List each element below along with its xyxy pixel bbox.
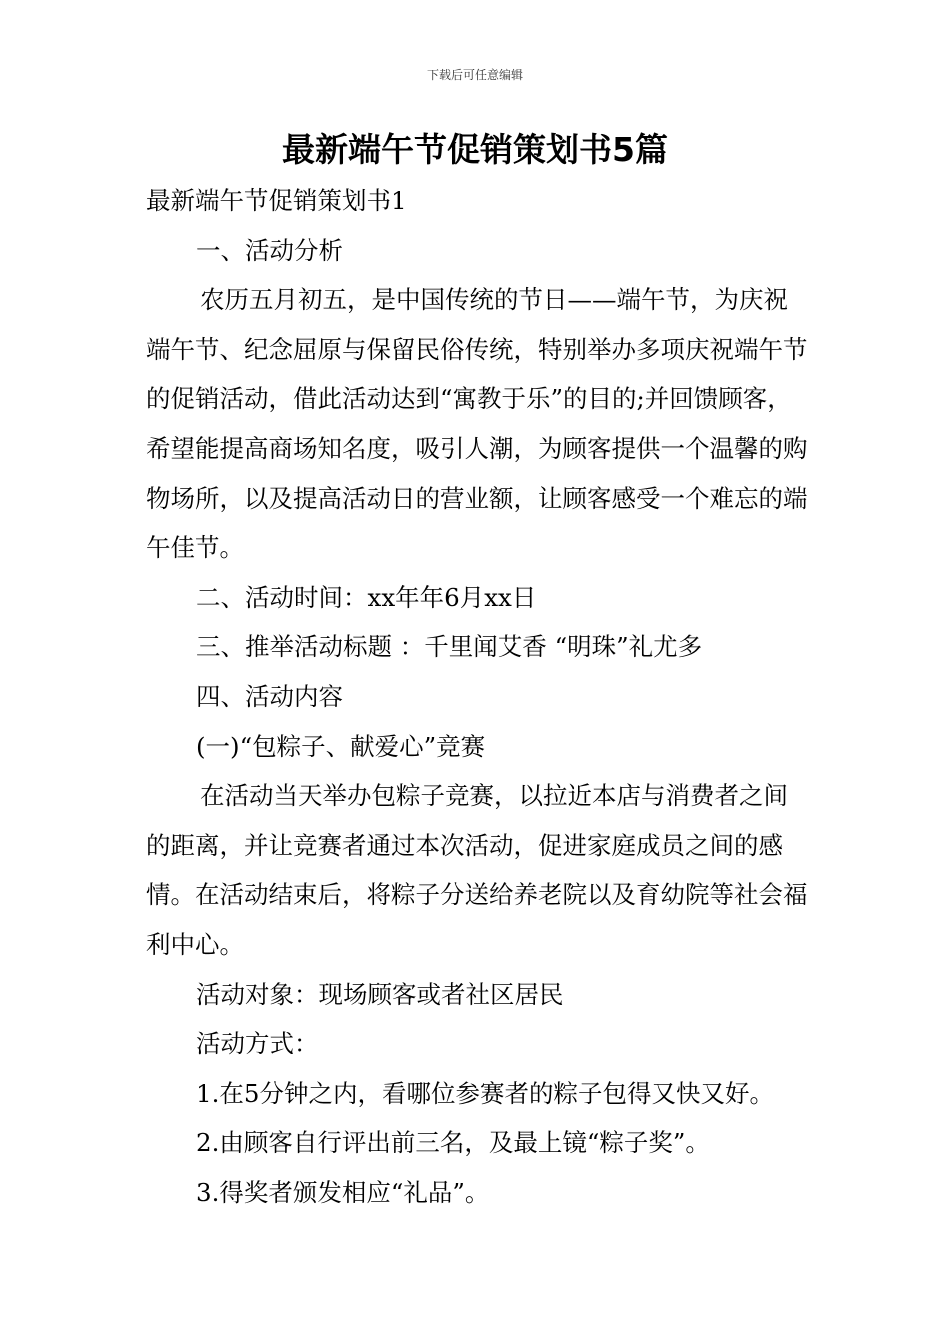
paragraph: 活动方式： — [196, 1029, 319, 1059]
list-item: 3.得奖者颁发相应“礼品”。 — [196, 1177, 490, 1207]
document-body — [146, 176, 810, 1217]
list-item: 1.在5分钟之内，看哪位参赛者的粽子包得又快又好。 — [196, 1078, 774, 1108]
header-note: 下载后可任意编辑 — [426, 68, 523, 82]
paragraph: 二、活动时间：xx年年6月xx日 — [196, 582, 537, 612]
document-title: 最新端午节促销策划书5篇 — [282, 130, 668, 169]
paragraph: 一、活动分析 — [196, 235, 343, 265]
paragraph: 在活动当天举办包粽子竞赛，以拉近本店与消费者之间的距离，并让竞赛者通过本次活动，促进家庭成员之间的感情。在活动结束后，将粽子分送给养老院以及育幼院等社会福利中心。 — [146, 781, 808, 959]
paragraph: (一)“包粽子、献爱心”竞赛 — [196, 731, 486, 761]
section-heading: 最新端午节促销策划书1 — [146, 186, 407, 215]
list-item: 2.由顾客自行评出前三名，及最上镜“粽子奖”。 — [196, 1128, 710, 1158]
paragraph: 活动对象：现场顾客或者社区居民 — [196, 979, 564, 1009]
paragraph: 四、活动内容 — [196, 681, 343, 711]
paragraph: 三、推举活动标题 ：千里闻艾香 “明珠”礼尤多 — [196, 632, 703, 662]
paragraph: 农历五月初五，是中国传统的节日——端午节，为庆祝端午节、纪念屈原与保留民俗传统，特别举办多项庆祝端午节的促销活动，借此活动达到“寓教于乐”的目的;并回馈顾客，希望能提高商场知名度，吸引人潮，为顾客提供一个温馨的购物场所，以及提高活动日的营业额，让顾客感受一个难忘的端午佳节。 — [146, 285, 808, 563]
